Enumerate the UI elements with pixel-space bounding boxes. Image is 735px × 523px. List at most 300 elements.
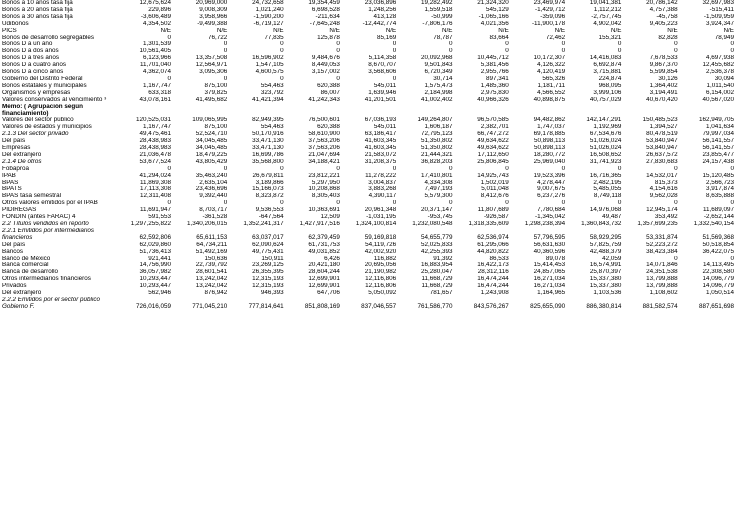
cell-value: 3,157,002	[311, 69, 340, 76]
table-row	[0, 0, 735, 7]
cell-value: 323,792	[260, 89, 284, 96]
row-label: Bonos D a tres años	[2, 55, 60, 62]
cell-value: 41,242,343	[308, 96, 340, 103]
cell-value: 0	[392, 165, 397, 172]
cell-value: 875,100	[204, 82, 228, 89]
table-row	[0, 145, 735, 152]
cell-value: 16,474,244	[477, 283, 509, 290]
cell-value: 2,566,723	[705, 179, 734, 186]
cell-value: 6,154,002	[705, 89, 734, 96]
cell-value: 591,553	[148, 214, 172, 221]
cell-value: 0	[730, 200, 734, 207]
cell-value: 353,492	[654, 214, 678, 221]
cell-value: 11,668,729	[421, 276, 453, 283]
cell-value: 49,475,461	[139, 131, 172, 138]
row-label: Del extranjero	[2, 290, 42, 297]
cell-value: 49,775,431	[252, 248, 284, 255]
cell-value: N/E	[610, 27, 622, 34]
row-label: PIDIREGAS	[2, 207, 37, 214]
table-row	[0, 138, 735, 145]
cell-value: 0	[336, 41, 340, 48]
cell-value: 921,441	[148, 255, 172, 262]
table-row	[0, 152, 735, 159]
cell-value	[228, 104, 284, 118]
cell-value: 54,119,726	[365, 241, 397, 248]
cell-value: 52,025,833	[420, 241, 453, 248]
cell-value: 4,154,616	[649, 186, 678, 193]
cell-value: 565,326	[542, 75, 566, 82]
cell-value: 2,536,378	[705, 69, 734, 76]
cell-value: 16,508,652	[589, 151, 622, 158]
cell-value: 0	[336, 200, 340, 207]
cell-value: 28,601,541	[195, 269, 228, 276]
cell-value: 1,340,206,015	[187, 221, 228, 227]
cell-value: 1,248,256	[368, 6, 397, 13]
cell-value: 72,795,123	[420, 131, 453, 138]
cell-value: 21,583,072	[364, 151, 397, 158]
cell-value: 24,857,065	[533, 269, 566, 276]
cell-value: 1,301,539	[143, 41, 172, 48]
cell-value: 36,828,203	[420, 158, 453, 165]
cell-value: 3,924,347	[705, 20, 734, 27]
table-row	[0, 207, 735, 214]
cell-value: 14,416,083	[589, 55, 622, 62]
cell-value: 0	[674, 165, 678, 172]
cell-value: -647,564	[258, 214, 284, 221]
cell-value: 0	[730, 48, 734, 55]
cell-value: 20,969,000	[195, 0, 228, 6]
cell-value: 21,324,320	[477, 0, 509, 6]
cell-value: 1,297,255,822	[130, 221, 172, 227]
cell-value: 33,471,130	[252, 145, 284, 152]
table-row	[0, 228, 735, 242]
cell-value: 620,388	[317, 124, 340, 131]
cell-value: 2,382,701	[480, 124, 509, 131]
cell-value: 49,487	[602, 214, 622, 221]
cell-value: -45,758	[656, 13, 678, 20]
cell-value: -953,745	[427, 214, 453, 221]
cell-value: 82,949,395	[252, 117, 284, 124]
cell-value: 1,606,187	[424, 124, 453, 131]
cell-value: 15,166,073	[252, 186, 284, 193]
cell-value: 91,392	[433, 255, 453, 262]
cell-value: 0	[561, 200, 566, 207]
table-row	[0, 117, 735, 124]
table-row	[0, 69, 735, 76]
cell-value: 78,787	[433, 34, 453, 41]
cell-value: 42,488,379	[589, 248, 622, 255]
cell-value: 1,547,105	[255, 62, 284, 69]
cell-value: 3,568,606	[368, 69, 397, 76]
cell-value: 77,835	[264, 34, 284, 41]
cell-value: 18,479,225	[195, 151, 228, 158]
cell-value: 150,911	[261, 255, 284, 262]
cell-value: 0	[336, 165, 340, 172]
table-row	[0, 276, 735, 283]
cell-value: 0	[280, 75, 284, 82]
cell-value: 15,337,380	[589, 283, 622, 290]
row-label: 2.2.1 Emitidos por intermediarios financieros	[2, 227, 95, 241]
cell-value: 1,041,634	[705, 124, 734, 131]
cell-value: 5,381,456	[480, 62, 509, 69]
table-row	[0, 14, 735, 21]
cell-value: 5,114,358	[368, 55, 397, 62]
cell-value: 14,096,779	[702, 283, 734, 290]
row-label: Valores de estados y municipios	[2, 124, 92, 131]
cell-value	[172, 104, 228, 118]
cell-value	[510, 104, 566, 118]
cell-value: 40,966,326	[477, 96, 509, 103]
cell-value: 86,007	[320, 89, 340, 96]
cell-value: 36,422,075	[702, 248, 734, 255]
cell-value: -211,634	[315, 13, 340, 20]
cell-value: 49,634,622	[477, 138, 509, 145]
cell-value: 0	[223, 41, 228, 48]
cell-value: 379,825	[204, 89, 228, 96]
cell-value: 11,869,308	[139, 179, 172, 186]
cell-value: 20,092,968	[420, 55, 453, 62]
cell-value: 24,732,658	[252, 0, 284, 6]
cell-value: 51,492,169	[195, 248, 228, 255]
cell-value: 0	[223, 200, 228, 207]
cell-value: 1,559,518	[424, 6, 453, 13]
cell-value: 149,264,807	[417, 117, 453, 124]
cell-value: 12,699,901	[308, 283, 340, 290]
cell-value: 13,799,888	[646, 283, 678, 290]
cell-value: 16,271,034	[533, 276, 566, 283]
cell-value: 30,126	[658, 75, 678, 82]
cell-value: 9,501,843	[424, 62, 453, 69]
table-row	[0, 131, 735, 138]
cell-value: 51,350,802	[420, 145, 453, 152]
cell-value: 20,371,147	[420, 207, 453, 214]
cell-value: 0	[561, 48, 566, 55]
cell-value: 54,655,779	[420, 233, 453, 241]
cell-value: 6,237,276	[537, 193, 566, 200]
cell-value: 44,820,822	[477, 248, 509, 255]
cell-value: 31,208,375	[364, 158, 397, 165]
cell-value: -50,999	[431, 13, 453, 20]
cell-value: 0	[280, 48, 284, 55]
cell-value: 16,699,786	[252, 151, 284, 158]
cell-value: 876,942	[204, 290, 228, 297]
cell-value: -1,590,200	[253, 13, 284, 20]
cell-value: -2,652,144	[703, 214, 734, 221]
cell-value	[397, 104, 453, 118]
cell-value: 12,315,193	[252, 283, 284, 290]
cell-value: -1,429,712	[534, 6, 566, 13]
cell-value: 2,482,195	[593, 179, 622, 186]
cell-value: 61,731,753	[308, 241, 340, 248]
cell-value: 62,090,624	[252, 241, 284, 248]
cell-value: 89,078	[545, 255, 566, 262]
cell-value: 4,902,042	[593, 20, 622, 27]
cell-value: 116,882	[373, 255, 397, 262]
row-label: Empresas	[2, 145, 31, 152]
cell-value: -1,065,166	[478, 13, 509, 20]
cell-value: N/E	[723, 27, 734, 34]
cell-value: 37,563,206	[308, 138, 340, 145]
cell-value: 11,701,040	[139, 62, 172, 69]
cell-value: 76,500,601	[308, 117, 340, 124]
cell-value: 0	[223, 75, 228, 82]
cell-value: 9,484,676	[311, 55, 340, 62]
cell-value: 781,657	[429, 290, 453, 297]
cell-value: 51,026,024	[589, 145, 622, 152]
cell-value: 8,749,118	[593, 193, 622, 200]
row-label: Del país	[2, 241, 26, 248]
cell-value: 51,736,413	[139, 248, 172, 255]
table-row	[0, 180, 735, 187]
cell-value	[679, 104, 735, 118]
cell-value: -361,528	[202, 214, 228, 221]
cell-value: -7,645,248	[309, 20, 340, 27]
cell-value	[454, 104, 510, 118]
row-label: Otros intermediarios financieros	[2, 276, 91, 283]
cell-value: 7,497,193	[424, 186, 453, 193]
cell-value: 15,337,380	[589, 276, 622, 283]
cell-value: 9,867,370	[649, 62, 678, 69]
cell-value: 42,002,920	[364, 248, 397, 255]
cell-value: -926,587	[483, 214, 509, 221]
row-label: Udibonos	[2, 20, 29, 27]
cell-value: 8,305,403	[311, 193, 340, 200]
cell-value: 23,436,696	[195, 186, 228, 193]
cell-value: 16,574,991	[589, 262, 622, 269]
cell-value: 25,870,397	[589, 269, 622, 276]
cell-value: 69,178,885	[533, 131, 566, 138]
cell-value: 1,318,335,609	[468, 221, 509, 227]
cell-value: 13,242,042	[195, 283, 228, 290]
cell-value: 0	[392, 75, 397, 82]
cell-value: 28,438,983	[139, 145, 172, 152]
table-row	[0, 55, 735, 62]
cell-value: 6,698,528	[311, 6, 340, 13]
cell-value: 0	[392, 48, 397, 55]
cell-value: 150,485,523	[642, 117, 678, 124]
cell-value: 4,757,388	[649, 6, 678, 13]
cell-value: 40,898,875	[533, 96, 566, 103]
cell-value: 0	[730, 165, 734, 172]
cell-value: 16,716,365	[589, 172, 622, 179]
cell-value: 0	[223, 48, 228, 55]
cell-value: 0	[617, 41, 622, 48]
cell-value: 815,373	[654, 179, 678, 186]
cell-value: 10,293,447	[139, 276, 172, 283]
row-label: 2.1.3 Del sector privado	[2, 131, 69, 138]
cell-value: 25,806,845	[477, 158, 509, 165]
cell-value: 63,037,017	[252, 233, 284, 241]
cell-value: 94,482,862	[533, 117, 566, 124]
cell-value: 843,576,267	[473, 302, 509, 310]
cell-value: 1,021,240	[255, 6, 284, 13]
cell-value: 20,695,056	[364, 262, 397, 269]
cell-value: 0	[280, 165, 284, 172]
cell-value: 10,208,868	[308, 186, 340, 193]
row-label: Bonos a 30 años tasa fija	[2, 13, 73, 20]
cell-value: 85,169	[376, 34, 397, 41]
cell-value: 22,739,792	[195, 262, 228, 269]
cell-value: 49,031,852	[308, 248, 340, 255]
cell-value: 12,509	[320, 214, 340, 221]
table-row	[0, 124, 735, 131]
cell-value: 9,007,675	[537, 186, 566, 193]
cell-value: 31,741,923	[589, 158, 622, 165]
row-label: Bonos D a cinco años	[2, 69, 64, 76]
cell-value: 23,812,221	[308, 172, 340, 179]
cell-value: 1,502,019	[480, 179, 509, 186]
cell-value: 3,958,966	[199, 13, 228, 20]
cell-value: 8,635,888	[705, 193, 734, 200]
cell-value: 51,350,802	[420, 138, 453, 145]
cell-value: 12,315,193	[252, 276, 284, 283]
cell-value: 67,036,193	[364, 117, 397, 124]
cell-value: 12,116,806	[365, 276, 397, 283]
cell-value: 0	[617, 48, 622, 55]
cell-value: 14,071,846	[646, 262, 678, 269]
cell-value: 726,016,059	[135, 302, 172, 310]
cell-value: 12,699,901	[308, 276, 340, 283]
cell-value: 41,002,402	[420, 96, 453, 103]
cell-value: 23,269,125	[252, 262, 284, 269]
cell-value: 6,426	[324, 255, 340, 262]
cell-value: 57,825,759	[589, 241, 622, 248]
cell-value: N/E	[216, 27, 228, 34]
cell-value: 53,840,947	[646, 138, 678, 145]
cell-value: 545,129	[486, 6, 509, 13]
cell-value: -1,031,195	[366, 214, 397, 221]
cell-value: 56,141,557	[702, 138, 734, 145]
table-row	[0, 269, 735, 276]
cell-value: 11,278,222	[365, 172, 397, 179]
cell-value: 62,379,459	[308, 233, 340, 241]
cell-value: 14,925,743	[477, 172, 509, 179]
cell-value: 35,568,800	[252, 158, 284, 165]
cell-value: 23,036,896	[364, 0, 397, 6]
cell-value: 0	[223, 165, 228, 172]
cell-value: 4,278,447	[537, 179, 566, 186]
cell-value: 52,524,710	[195, 131, 228, 138]
cell-value: 17,410,801	[420, 172, 453, 179]
cell-value: 50,898,113	[534, 138, 566, 145]
cell-value: 1,332,540,154	[693, 221, 734, 227]
cell-value: 14,756,990	[139, 262, 172, 269]
cell-value: 0	[167, 34, 172, 41]
cell-value: 0	[280, 41, 284, 48]
table-row	[0, 97, 735, 104]
cell-value: 40,670,420	[646, 96, 678, 103]
cell-value: 8,323,872	[255, 193, 284, 200]
cell-value: 6,720,349	[424, 69, 453, 76]
cell-value: 42,059	[602, 255, 622, 262]
cell-value: 4,334,308	[424, 179, 453, 186]
cell-value: 65,611,153	[196, 233, 228, 241]
row-label: 2.2.2 Emitidos por el sector público Gobierno F.	[2, 296, 101, 310]
table-row	[0, 200, 735, 207]
cell-value: 968,095	[598, 82, 622, 89]
cell-value: 2,184,998	[424, 89, 453, 96]
cell-value: 28,604,244	[308, 269, 340, 276]
cell-value: 24,157,438	[702, 158, 734, 165]
cell-value: 20,421,180	[308, 262, 340, 269]
cell-value: 23,855,477	[702, 151, 734, 158]
cell-value: 1,324,100,814	[355, 221, 397, 227]
cell-value: 66,747,272	[477, 131, 509, 138]
cell-value: 40,757,029	[589, 96, 622, 103]
cell-value: 41,603,345	[364, 145, 397, 152]
cell-value: 633,318	[148, 89, 172, 96]
table-row	[0, 28, 735, 35]
row-label: Fobaproa	[2, 165, 29, 172]
cell-value: 62,029,860	[139, 241, 172, 248]
cell-value: 1,352,241,317	[243, 221, 284, 227]
cell-value: 61,295,066	[477, 241, 509, 248]
cell-value: -2,757,745	[591, 13, 622, 20]
cell-value: 9,562,028	[649, 193, 678, 200]
cell-value: 0	[505, 41, 509, 48]
row-label: 2.1.4 De otros	[2, 158, 42, 165]
cell-value: 8,449,053	[311, 62, 340, 69]
cell-value: 5,579,300	[424, 193, 453, 200]
cell-value: 1,232,080,548	[412, 221, 453, 227]
cell-value: 3,999,106	[593, 89, 622, 96]
cell-value: 150,636	[204, 255, 228, 262]
cell-value: 4,390,117	[368, 193, 397, 200]
cell-value: 10,445,712	[477, 55, 509, 62]
cell-value: 80,478,519	[646, 131, 678, 138]
cell-value	[116, 104, 172, 118]
cell-value: 15,414,453	[533, 262, 566, 269]
cell-value: 10,561,405	[139, 48, 172, 55]
table-row	[0, 35, 735, 42]
cell-value: 620,388	[317, 82, 340, 89]
cell-value: 554,463	[260, 124, 284, 131]
cell-value: 12,116,806	[365, 283, 397, 290]
cell-value: 0	[167, 75, 172, 82]
cell-value: 0	[280, 200, 284, 207]
table-row	[0, 242, 735, 249]
table-row	[0, 76, 735, 83]
cell-value: N/E	[329, 27, 340, 34]
cell-value: 1,357,699,235	[637, 221, 678, 227]
cell-value: 20,961,348	[364, 207, 397, 214]
cell-value: 1,394,527	[649, 124, 678, 131]
cell-value: 3,189,866	[255, 179, 284, 186]
cell-value: 96,570,585	[477, 117, 509, 124]
cell-value: 1,181,711	[537, 82, 566, 89]
cell-value: 1,108,602	[649, 290, 678, 297]
cell-value: 42,255,393	[420, 248, 453, 255]
cell-value: 4,566,552	[537, 89, 566, 96]
cell-value: 16,883,954	[420, 262, 453, 269]
cell-value: 1,050,514	[705, 290, 734, 297]
cell-value: 33,471,130	[252, 138, 284, 145]
cell-value: -1,509,959	[703, 13, 734, 20]
cell-value: 1,360,843,732	[581, 221, 622, 227]
cell-value: 109,065,995	[192, 117, 228, 124]
cell-value: 17,112,650	[477, 151, 509, 158]
cell-value: 5,297,950	[311, 179, 340, 186]
cell-value: 0	[561, 165, 566, 172]
cell-value: 837,046,557	[361, 302, 397, 310]
cell-value: 11,668,729	[421, 283, 453, 290]
cell-value: 36,057,982	[139, 269, 172, 276]
cell-value: 30,714	[433, 75, 453, 82]
cell-value: 3,715,881	[593, 69, 622, 76]
cell-value: 21,036,478	[139, 151, 172, 158]
cell-value: 49,634,622	[477, 145, 509, 152]
cell-value	[285, 104, 341, 118]
